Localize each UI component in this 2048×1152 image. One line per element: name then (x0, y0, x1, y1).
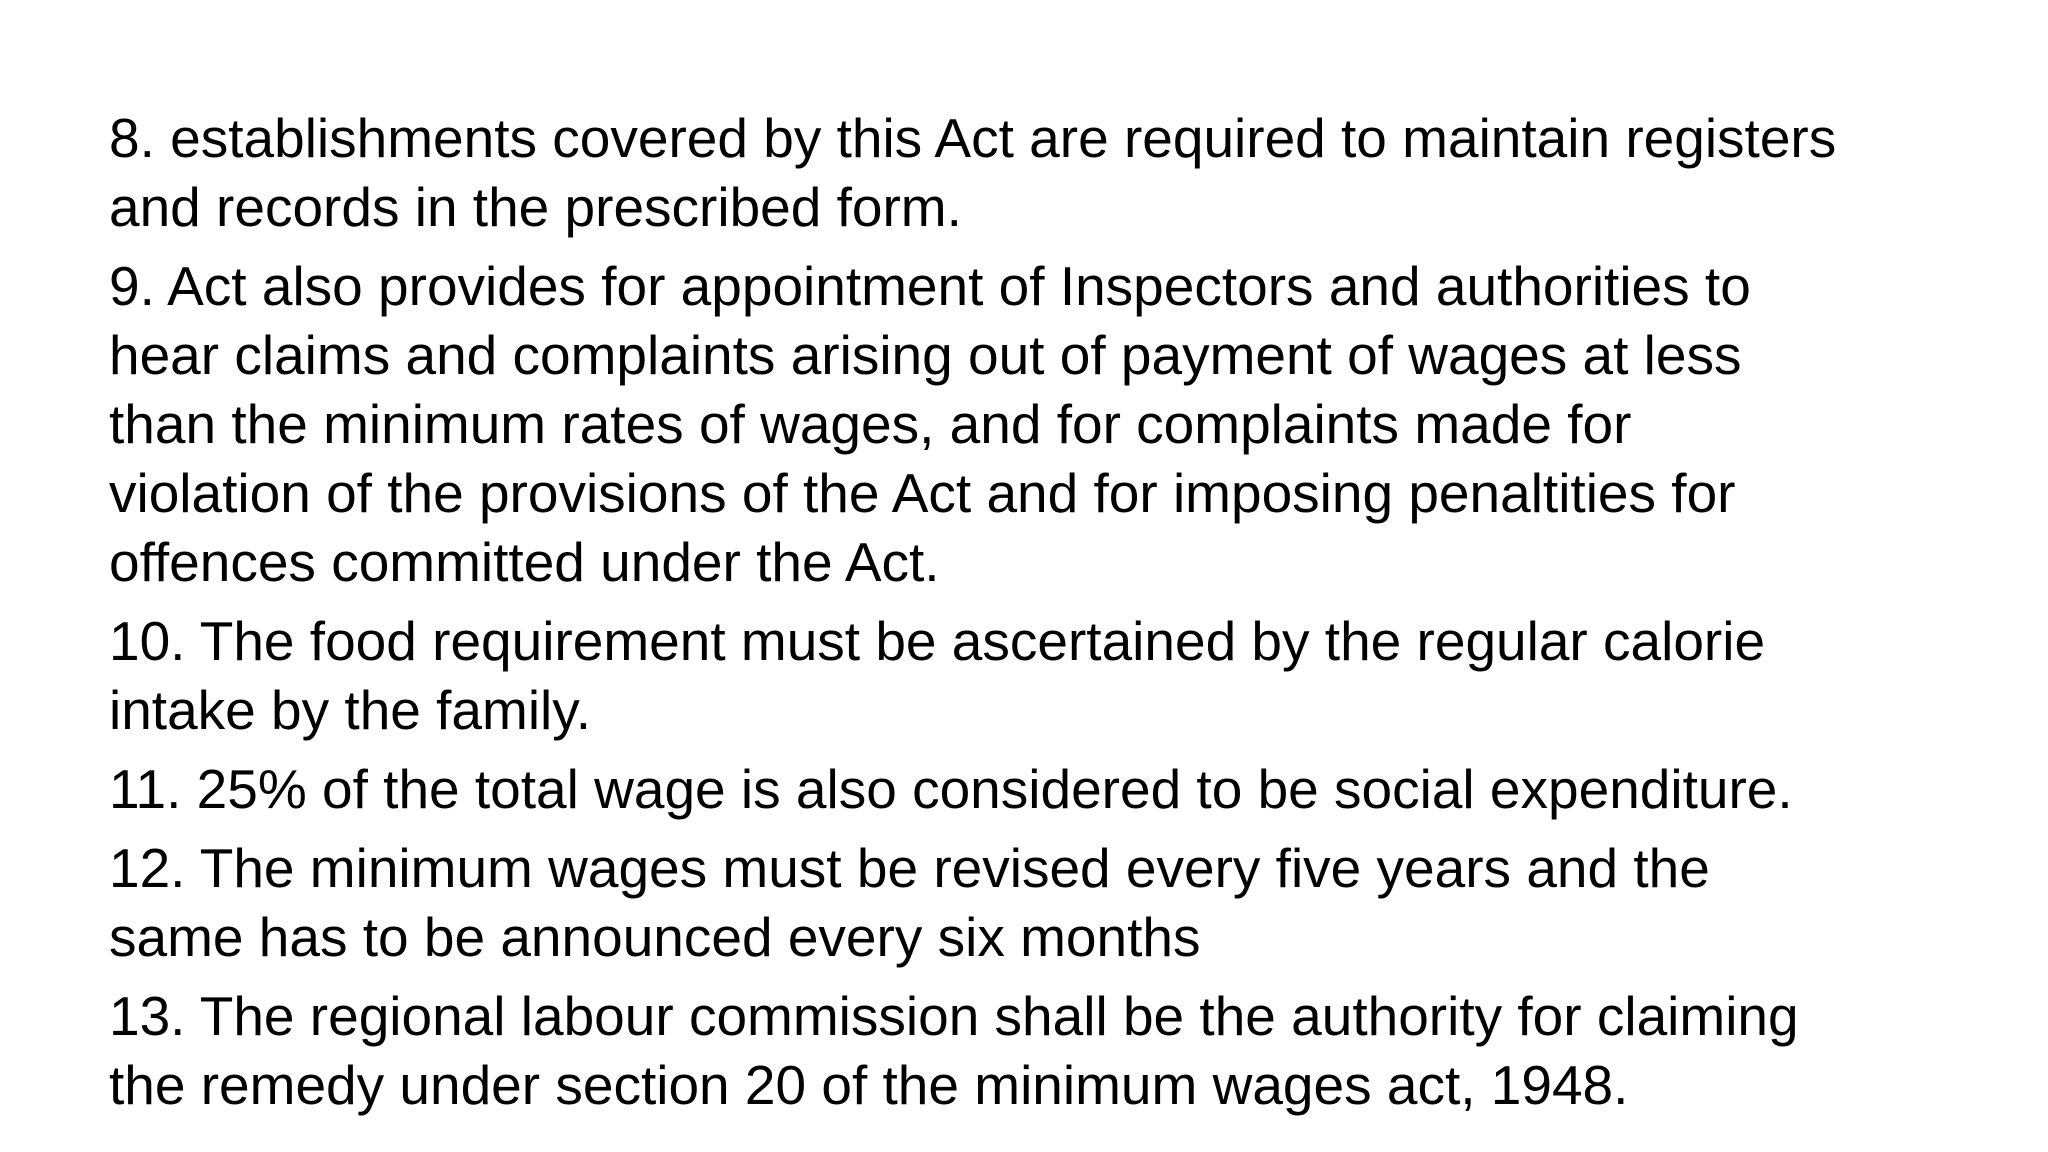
point-11 (109, 755, 1989, 824)
point-9-line-4: violation of the provisions of the Act and for imposing penaltities for (109, 462, 1736, 524)
point-9-line-2: hear claims and complaints arising out of payment of wages at less (109, 324, 1742, 386)
point-13-line-2: the remedy under section 20 of the minimum wages act, 1948. (109, 1054, 1629, 1116)
point-8-line-1: 8. establishments covered by this Act are required to maintain registers (109, 107, 1837, 169)
point-10-line-1: 10. The food requirement must be ascertained by the regular calorie (109, 610, 1766, 672)
point-11-line-1: 11. 25% of the total wage is also considered to be social expenditure. (109, 758, 1793, 820)
point-12-line-1: 12. The minimum wages must be revised every five years and the (109, 837, 1710, 899)
point-8 (109, 104, 1989, 242)
point-9-line-3: than the minimum rates of wages, and for complaints made for (109, 393, 1632, 455)
point-10 (109, 607, 1989, 745)
point-12 (109, 834, 1989, 972)
point-9-line-5: offences committed under the Act. (109, 531, 940, 593)
slide-content (109, 104, 1989, 1130)
point-8-line-2: and records in the prescribed form. (109, 176, 962, 238)
point-12-line-2: same has to be announced every six months (109, 906, 1201, 968)
point-13 (109, 982, 1989, 1120)
point-9-line-1: 9. Act also provides for appointment of Inspectors and authorities to (109, 255, 1751, 317)
point-9 (109, 252, 1989, 597)
point-10-line-2: intake by the family. (109, 679, 591, 741)
point-13-line-1: 13. The regional labour commission shall be the authority for claiming (109, 985, 1799, 1047)
